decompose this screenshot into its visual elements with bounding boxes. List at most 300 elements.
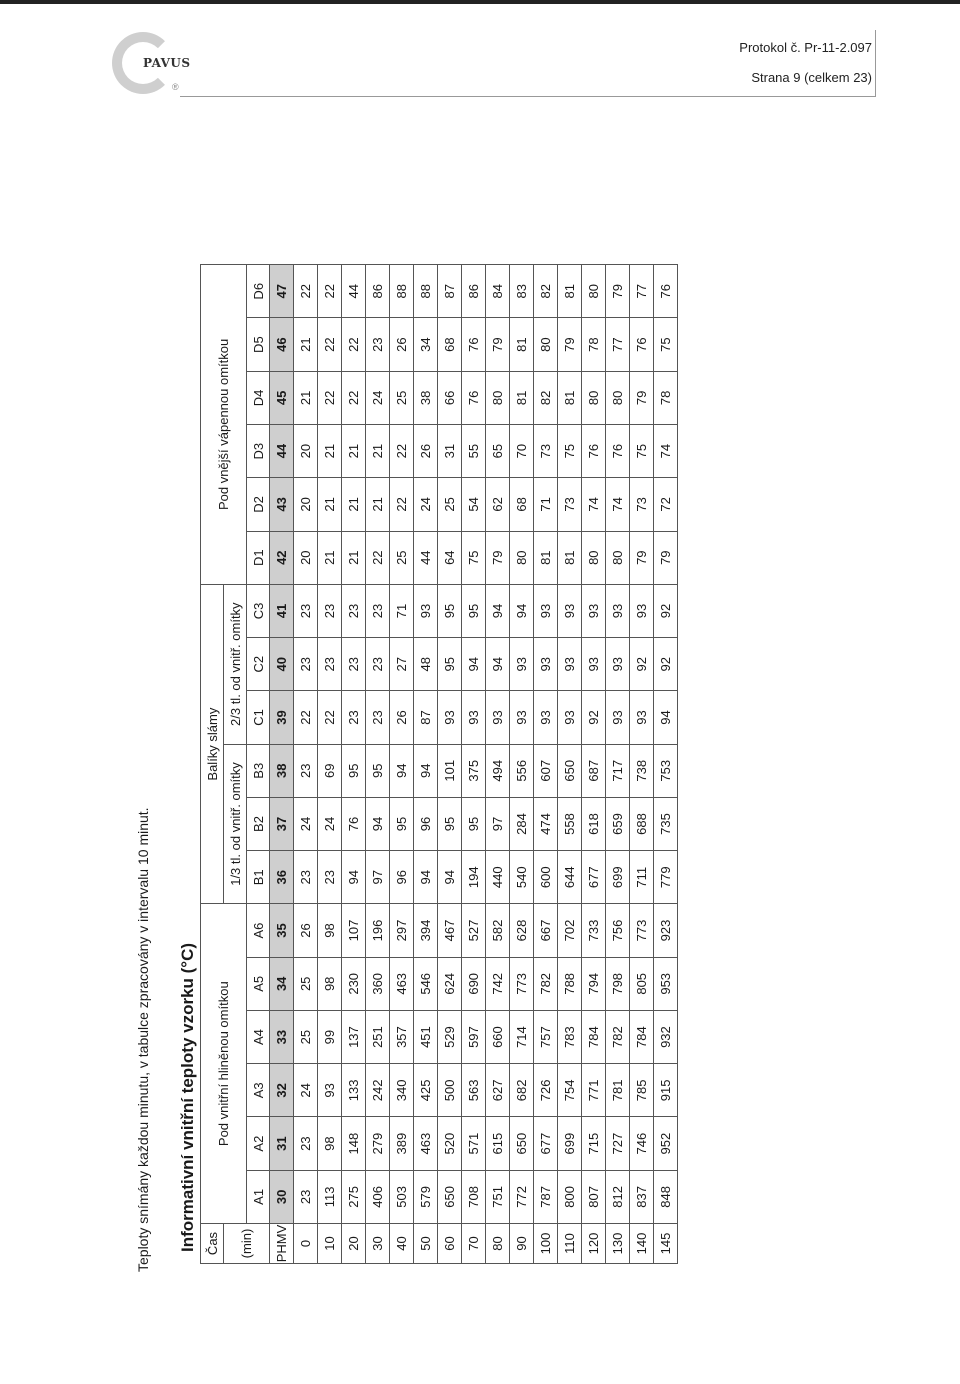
temperature-cell: 80 bbox=[582, 531, 606, 584]
temperature-cell: 82 bbox=[534, 265, 558, 318]
temperature-cell: 72 bbox=[654, 478, 678, 531]
temperature-cell: 21 bbox=[318, 425, 342, 478]
temperature-cell: 94 bbox=[414, 744, 438, 797]
temperature-cell: 79 bbox=[630, 371, 654, 424]
temperature-cell: 194 bbox=[462, 851, 486, 904]
temperature-cell: 757 bbox=[534, 1010, 558, 1063]
temperature-cell: 23 bbox=[342, 584, 366, 637]
temperature-cell: 95 bbox=[366, 744, 390, 797]
temperature-cell: 279 bbox=[366, 1117, 390, 1170]
temperature-cell: 95 bbox=[462, 584, 486, 637]
temperature-cell: 21 bbox=[318, 531, 342, 584]
temperature-cell: 23 bbox=[366, 638, 390, 691]
temperature-cell: 95 bbox=[438, 797, 462, 850]
temperature-cell: 92 bbox=[582, 691, 606, 744]
temperature-cell: 93 bbox=[534, 638, 558, 691]
temperature-cell: 79 bbox=[486, 318, 510, 371]
temperature-cell: 520 bbox=[438, 1117, 462, 1170]
temperature-cell: 34 bbox=[414, 318, 438, 371]
temperature-cell: 75 bbox=[462, 531, 486, 584]
temperature-cell: 717 bbox=[606, 744, 630, 797]
table-row bbox=[606, 265, 630, 1264]
temperature-cell: 21 bbox=[294, 371, 318, 424]
temperature-cell: 94 bbox=[438, 851, 462, 904]
temperature-cell: 357 bbox=[390, 1010, 414, 1063]
temperature-cell: 93 bbox=[606, 691, 630, 744]
column-header: D4 bbox=[247, 371, 270, 424]
temperature-cell: 80 bbox=[486, 371, 510, 424]
temperature-cell: 735 bbox=[654, 797, 678, 850]
temperature-cell: 837 bbox=[630, 1170, 654, 1223]
temperature-cell: 784 bbox=[582, 1010, 606, 1063]
column-header-row bbox=[247, 265, 270, 1264]
temperature-cell: 23 bbox=[318, 851, 342, 904]
temperature-cell: 92 bbox=[654, 584, 678, 637]
temperature-cell: 284 bbox=[510, 797, 534, 850]
temperature-cell: 24 bbox=[366, 371, 390, 424]
temperature-cell: 148 bbox=[342, 1117, 366, 1170]
temperature-cell: 107 bbox=[342, 904, 366, 957]
time-cell: 110 bbox=[558, 1224, 582, 1264]
temperature-cell: 779 bbox=[654, 851, 678, 904]
temperature-cell: 75 bbox=[630, 425, 654, 478]
temperature-cell: 94 bbox=[486, 638, 510, 691]
temperature-cell: 76 bbox=[654, 265, 678, 318]
table-row bbox=[438, 265, 462, 1264]
temperature-cell: 932 bbox=[654, 1010, 678, 1063]
temperature-cell: 394 bbox=[414, 904, 438, 957]
temperature-cell: 93 bbox=[510, 638, 534, 691]
column-header: D5 bbox=[247, 318, 270, 371]
temperature-cell: 690 bbox=[462, 957, 486, 1010]
temperature-cell: 22 bbox=[390, 425, 414, 478]
table-row bbox=[630, 265, 654, 1264]
temperature-cell: 527 bbox=[462, 904, 486, 957]
time-cell: 30 bbox=[366, 1224, 390, 1264]
table-row bbox=[558, 265, 582, 1264]
time-cell: 90 bbox=[510, 1224, 534, 1264]
temperature-cell: 708 bbox=[462, 1170, 486, 1223]
temperature-cell: 751 bbox=[486, 1170, 510, 1223]
temperature-cell: 24 bbox=[294, 797, 318, 850]
temperature-cell: 93 bbox=[438, 691, 462, 744]
temperature-cell: 22 bbox=[390, 478, 414, 531]
temperature-cell: 848 bbox=[654, 1170, 678, 1223]
temperature-cell: 23 bbox=[294, 1170, 318, 1223]
column-header: D1 bbox=[247, 531, 270, 584]
temperature-cell: 463 bbox=[414, 1117, 438, 1170]
temperature-cell: 81 bbox=[510, 371, 534, 424]
time-unit-header: (min) bbox=[224, 1224, 270, 1264]
temperature-cell: 540 bbox=[510, 851, 534, 904]
temperature-cell: 687 bbox=[582, 744, 606, 797]
temperature-cell: 558 bbox=[558, 797, 582, 850]
temperature-cell: 340 bbox=[390, 1064, 414, 1117]
temperature-cell: 94 bbox=[654, 691, 678, 744]
temperature-cell: 65 bbox=[486, 425, 510, 478]
temperature-cell: 788 bbox=[558, 957, 582, 1010]
temperature-cell: 93 bbox=[462, 691, 486, 744]
page-number: Strana 9 (celkem 23) bbox=[751, 70, 872, 85]
temperature-cell: 98 bbox=[318, 957, 342, 1010]
probe-number-cell: 37 bbox=[270, 797, 294, 850]
temperature-cell: 785 bbox=[630, 1064, 654, 1117]
temperature-cell: 98 bbox=[318, 904, 342, 957]
rotated-table-frame bbox=[128, 258, 818, 1384]
temperature-cell: 711 bbox=[630, 851, 654, 904]
temperature-cell: 96 bbox=[390, 851, 414, 904]
probe-number-cell: 45 bbox=[270, 371, 294, 424]
temperature-cell: 62 bbox=[486, 478, 510, 531]
temperature-cell: 627 bbox=[486, 1064, 510, 1117]
temperature-cell: 75 bbox=[654, 318, 678, 371]
temperature-cell: 86 bbox=[366, 265, 390, 318]
temperature-cell: 93 bbox=[582, 638, 606, 691]
temperature-cell: 805 bbox=[630, 957, 654, 1010]
probe-number-cell: 36 bbox=[270, 851, 294, 904]
temperature-cell: 756 bbox=[606, 904, 630, 957]
column-header: D6 bbox=[247, 265, 270, 318]
time-cell: 145 bbox=[654, 1224, 678, 1264]
temperature-cell: 93 bbox=[630, 584, 654, 637]
temperature-cell: 78 bbox=[582, 318, 606, 371]
registered-mark: ® bbox=[172, 82, 179, 92]
column-header: A4 bbox=[247, 1010, 270, 1063]
temperature-cell: 714 bbox=[510, 1010, 534, 1063]
temperature-table bbox=[200, 264, 678, 1264]
temperature-cell: 92 bbox=[654, 638, 678, 691]
temperature-cell: 807 bbox=[582, 1170, 606, 1223]
temperature-cell: 782 bbox=[534, 957, 558, 1010]
column-header: A1 bbox=[247, 1170, 270, 1223]
temperature-cell: 22 bbox=[318, 318, 342, 371]
temperature-cell: 94 bbox=[390, 744, 414, 797]
temperature-cell: 81 bbox=[534, 531, 558, 584]
temperature-cell: 94 bbox=[414, 851, 438, 904]
temperature-cell: 27 bbox=[390, 638, 414, 691]
temperature-cell: 74 bbox=[606, 478, 630, 531]
temperature-cell: 23 bbox=[294, 1117, 318, 1170]
temperature-cell: 22 bbox=[366, 531, 390, 584]
probe-number-cell: 41 bbox=[270, 584, 294, 637]
temperature-cell: 94 bbox=[510, 584, 534, 637]
temperature-cell: 644 bbox=[558, 851, 582, 904]
temperature-cell: 618 bbox=[582, 797, 606, 850]
temperature-cell: 68 bbox=[438, 318, 462, 371]
temperature-cell: 624 bbox=[438, 957, 462, 1010]
temperature-cell: 22 bbox=[294, 691, 318, 744]
temperature-cell: 503 bbox=[390, 1170, 414, 1223]
temperature-cell: 556 bbox=[510, 744, 534, 797]
temperature-cell: 21 bbox=[366, 478, 390, 531]
temperature-cell: 93 bbox=[582, 584, 606, 637]
time-cell: 20 bbox=[342, 1224, 366, 1264]
temperature-cell: 25 bbox=[294, 1010, 318, 1063]
temperature-cell: 99 bbox=[318, 1010, 342, 1063]
pavus-logo bbox=[104, 30, 204, 100]
probe-number-cell: 44 bbox=[270, 425, 294, 478]
temperature-cell: 771 bbox=[582, 1064, 606, 1117]
temperature-cell: 406 bbox=[366, 1170, 390, 1223]
temperature-cell: 474 bbox=[534, 797, 558, 850]
temperature-cell: 95 bbox=[462, 797, 486, 850]
temperature-cell: 79 bbox=[486, 531, 510, 584]
group-bc-header: Balíky slámy bbox=[201, 584, 224, 904]
temperature-cell: 702 bbox=[558, 904, 582, 957]
temperature-cell: 742 bbox=[486, 957, 510, 1010]
table-row bbox=[582, 265, 606, 1264]
table-title: Informativní vnitřní teploty vzorku (°C) bbox=[178, 942, 197, 1252]
temperature-cell: 650 bbox=[438, 1170, 462, 1223]
temperature-cell: 230 bbox=[342, 957, 366, 1010]
temperature-cell: 754 bbox=[558, 1064, 582, 1117]
temperature-cell: 25 bbox=[390, 371, 414, 424]
temperature-cell: 94 bbox=[342, 851, 366, 904]
temperature-cell: 79 bbox=[654, 531, 678, 584]
temperature-cell: 251 bbox=[366, 1010, 390, 1063]
table-row bbox=[414, 265, 438, 1264]
temperature-cell: 23 bbox=[294, 638, 318, 691]
temperature-cell: 659 bbox=[606, 797, 630, 850]
temperature-cell: 76 bbox=[582, 425, 606, 478]
probe-number-cell: 30 bbox=[270, 1170, 294, 1223]
temperature-cell: 82 bbox=[534, 371, 558, 424]
temperature-cell: 23 bbox=[294, 851, 318, 904]
temperature-cell: 23 bbox=[318, 584, 342, 637]
temperature-cell: 38 bbox=[414, 371, 438, 424]
temperature-cell: 80 bbox=[582, 371, 606, 424]
temperature-cell: 451 bbox=[414, 1010, 438, 1063]
column-header: A5 bbox=[247, 957, 270, 1010]
temperature-cell: 101 bbox=[438, 744, 462, 797]
temperature-cell: 22 bbox=[318, 265, 342, 318]
temperature-cell: 25 bbox=[294, 957, 318, 1010]
temperature-cell: 87 bbox=[438, 265, 462, 318]
temperature-cell: 738 bbox=[630, 744, 654, 797]
temperature-cell: 571 bbox=[462, 1117, 486, 1170]
temperature-cell: 21 bbox=[342, 478, 366, 531]
temperature-cell: 784 bbox=[630, 1010, 654, 1063]
temperature-cell: 93 bbox=[558, 584, 582, 637]
table-row bbox=[294, 265, 318, 1264]
temperature-cell: 375 bbox=[462, 744, 486, 797]
column-header: A2 bbox=[247, 1117, 270, 1170]
column-header: D3 bbox=[247, 425, 270, 478]
temperature-cell: 812 bbox=[606, 1170, 630, 1223]
temperature-cell: 80 bbox=[582, 265, 606, 318]
temperature-cell: 727 bbox=[606, 1117, 630, 1170]
temperature-cell: 20 bbox=[294, 531, 318, 584]
temperature-cell: 733 bbox=[582, 904, 606, 957]
temperature-cell: 96 bbox=[414, 797, 438, 850]
table-row bbox=[342, 265, 366, 1264]
temperature-cell: 677 bbox=[534, 1117, 558, 1170]
temperature-cell: 628 bbox=[510, 904, 534, 957]
temperature-cell: 682 bbox=[510, 1064, 534, 1117]
probe-number-cell: 34 bbox=[270, 957, 294, 1010]
subgroup-b-header: 1/3 tl. od vnitř. omítky bbox=[224, 744, 247, 904]
temperature-cell: 22 bbox=[294, 265, 318, 318]
temperature-cell: 73 bbox=[630, 478, 654, 531]
temperature-cell: 242 bbox=[366, 1064, 390, 1117]
temperature-cell: 95 bbox=[390, 797, 414, 850]
time-cell: 50 bbox=[414, 1224, 438, 1264]
temperature-cell: 74 bbox=[582, 478, 606, 531]
temperature-cell: 81 bbox=[558, 531, 582, 584]
temperature-cell: 77 bbox=[630, 265, 654, 318]
temperature-cell: 782 bbox=[606, 1010, 630, 1063]
probe-number-cell: 40 bbox=[270, 638, 294, 691]
temperature-cell: 78 bbox=[654, 371, 678, 424]
temperature-cell: 800 bbox=[558, 1170, 582, 1223]
column-header: A3 bbox=[247, 1064, 270, 1117]
column-header: D2 bbox=[247, 478, 270, 531]
table-body bbox=[294, 265, 678, 1264]
temperature-cell: 275 bbox=[342, 1170, 366, 1223]
time-header: Čas bbox=[201, 1224, 224, 1264]
temperature-cell: 26 bbox=[414, 425, 438, 478]
temperature-cell: 137 bbox=[342, 1010, 366, 1063]
column-header: A6 bbox=[247, 904, 270, 957]
temperature-cell: 546 bbox=[414, 957, 438, 1010]
temperature-cell: 597 bbox=[462, 1010, 486, 1063]
temperature-cell: 98 bbox=[318, 1117, 342, 1170]
temperature-cell: 93 bbox=[486, 691, 510, 744]
temperature-cell: 297 bbox=[390, 904, 414, 957]
header-vertical-divider bbox=[875, 30, 876, 96]
temperature-cell: 21 bbox=[342, 425, 366, 478]
probe-number-cell: 31 bbox=[270, 1117, 294, 1170]
temperature-cell: 80 bbox=[534, 318, 558, 371]
temperature-cell: 798 bbox=[606, 957, 630, 1010]
temperature-cell: 26 bbox=[390, 691, 414, 744]
header-divider bbox=[180, 96, 876, 97]
temperature-cell: 66 bbox=[438, 371, 462, 424]
temperature-cell: 753 bbox=[654, 744, 678, 797]
temperature-cell: 88 bbox=[414, 265, 438, 318]
temperature-cell: 81 bbox=[558, 371, 582, 424]
time-cell: 100 bbox=[534, 1224, 558, 1264]
temperature-cell: 94 bbox=[462, 638, 486, 691]
temperature-cell: 64 bbox=[438, 531, 462, 584]
temperature-cell: 607 bbox=[534, 744, 558, 797]
temperature-cell: 75 bbox=[558, 425, 582, 478]
temperature-cell: 79 bbox=[630, 531, 654, 584]
temperature-cell: 94 bbox=[366, 797, 390, 850]
temperature-cell: 24 bbox=[414, 478, 438, 531]
probe-number-cell: 32 bbox=[270, 1064, 294, 1117]
time-cell: 0 bbox=[294, 1224, 318, 1264]
temperature-cell: 615 bbox=[486, 1117, 510, 1170]
probe-number-cell: 33 bbox=[270, 1010, 294, 1063]
temperature-cell: 915 bbox=[654, 1064, 678, 1117]
column-header: C2 bbox=[247, 638, 270, 691]
table-footnote: Teploty snímány každou minutu, v tabulce zpracovány v intervalu 10 minut. bbox=[135, 807, 151, 1272]
temperature-cell: 21 bbox=[294, 318, 318, 371]
temperature-cell: 923 bbox=[654, 904, 678, 957]
temperature-cell: 360 bbox=[366, 957, 390, 1010]
temperature-cell: 86 bbox=[462, 265, 486, 318]
temperature-cell: 773 bbox=[630, 904, 654, 957]
temperature-cell: 93 bbox=[558, 638, 582, 691]
temperature-cell: 783 bbox=[558, 1010, 582, 1063]
probe-number-cell: 38 bbox=[270, 744, 294, 797]
temperature-cell: 20 bbox=[294, 478, 318, 531]
temperature-cell: 23 bbox=[294, 744, 318, 797]
temperature-cell: 93 bbox=[606, 638, 630, 691]
temperature-cell: 79 bbox=[558, 318, 582, 371]
table-row bbox=[462, 265, 486, 1264]
temperature-cell: 69 bbox=[318, 744, 342, 797]
temperature-cell: 71 bbox=[390, 584, 414, 637]
temperature-cell: 77 bbox=[606, 318, 630, 371]
temperature-cell: 76 bbox=[462, 371, 486, 424]
temperature-cell: 389 bbox=[390, 1117, 414, 1170]
temperature-cell: 22 bbox=[342, 371, 366, 424]
table-row bbox=[366, 265, 390, 1264]
temperature-cell: 440 bbox=[486, 851, 510, 904]
time-cell: 10 bbox=[318, 1224, 342, 1264]
column-header: B1 bbox=[247, 851, 270, 904]
top-edge-bar bbox=[0, 0, 960, 4]
temperature-cell: 80 bbox=[510, 531, 534, 584]
table-row bbox=[390, 265, 414, 1264]
temperature-cell: 688 bbox=[630, 797, 654, 850]
temperature-cell: 23 bbox=[342, 638, 366, 691]
temperature-cell: 772 bbox=[510, 1170, 534, 1223]
temperature-cell: 74 bbox=[654, 425, 678, 478]
table-row bbox=[510, 265, 534, 1264]
temperature-cell: 87 bbox=[414, 691, 438, 744]
temperature-cell: 650 bbox=[510, 1117, 534, 1170]
header-row-groups bbox=[201, 265, 224, 1264]
temperature-cell: 79 bbox=[606, 265, 630, 318]
probe-number-cell: 42 bbox=[270, 531, 294, 584]
temperature-cell: 93 bbox=[510, 691, 534, 744]
temperature-cell: 773 bbox=[510, 957, 534, 1010]
temperature-cell: 23 bbox=[366, 318, 390, 371]
column-header: C3 bbox=[247, 584, 270, 637]
temperature-cell: 25 bbox=[390, 531, 414, 584]
temperature-cell: 97 bbox=[486, 797, 510, 850]
subgroup-c-header: 2/3 tl. od vnitř. omítky bbox=[224, 584, 247, 744]
temperature-cell: 563 bbox=[462, 1064, 486, 1117]
temperature-cell: 600 bbox=[534, 851, 558, 904]
protocol-number: Protokol č. Pr-11-2.097 bbox=[739, 40, 872, 55]
temperature-cell: 81 bbox=[558, 265, 582, 318]
table-row bbox=[654, 265, 678, 1264]
temperature-cell: 95 bbox=[342, 744, 366, 797]
temperature-cell: 93 bbox=[534, 691, 558, 744]
temperature-cell: 26 bbox=[390, 318, 414, 371]
temperature-cell: 54 bbox=[462, 478, 486, 531]
time-cell: 80 bbox=[486, 1224, 510, 1264]
temperature-cell: 93 bbox=[534, 584, 558, 637]
group-d-header: Pod vnější vápennou omítkou bbox=[201, 265, 247, 585]
temperature-cell: 699 bbox=[558, 1117, 582, 1170]
temperature-cell: 22 bbox=[318, 691, 342, 744]
temperature-cell: 500 bbox=[438, 1064, 462, 1117]
temperature-cell: 80 bbox=[606, 371, 630, 424]
temperature-cell: 92 bbox=[630, 638, 654, 691]
temperature-cell: 76 bbox=[606, 425, 630, 478]
temperature-cell: 76 bbox=[342, 797, 366, 850]
temperature-cell: 677 bbox=[582, 851, 606, 904]
probe-row-label: PHMV bbox=[270, 1224, 294, 1264]
time-cell: 140 bbox=[630, 1224, 654, 1264]
temperature-cell: 73 bbox=[558, 478, 582, 531]
temperature-cell: 76 bbox=[462, 318, 486, 371]
